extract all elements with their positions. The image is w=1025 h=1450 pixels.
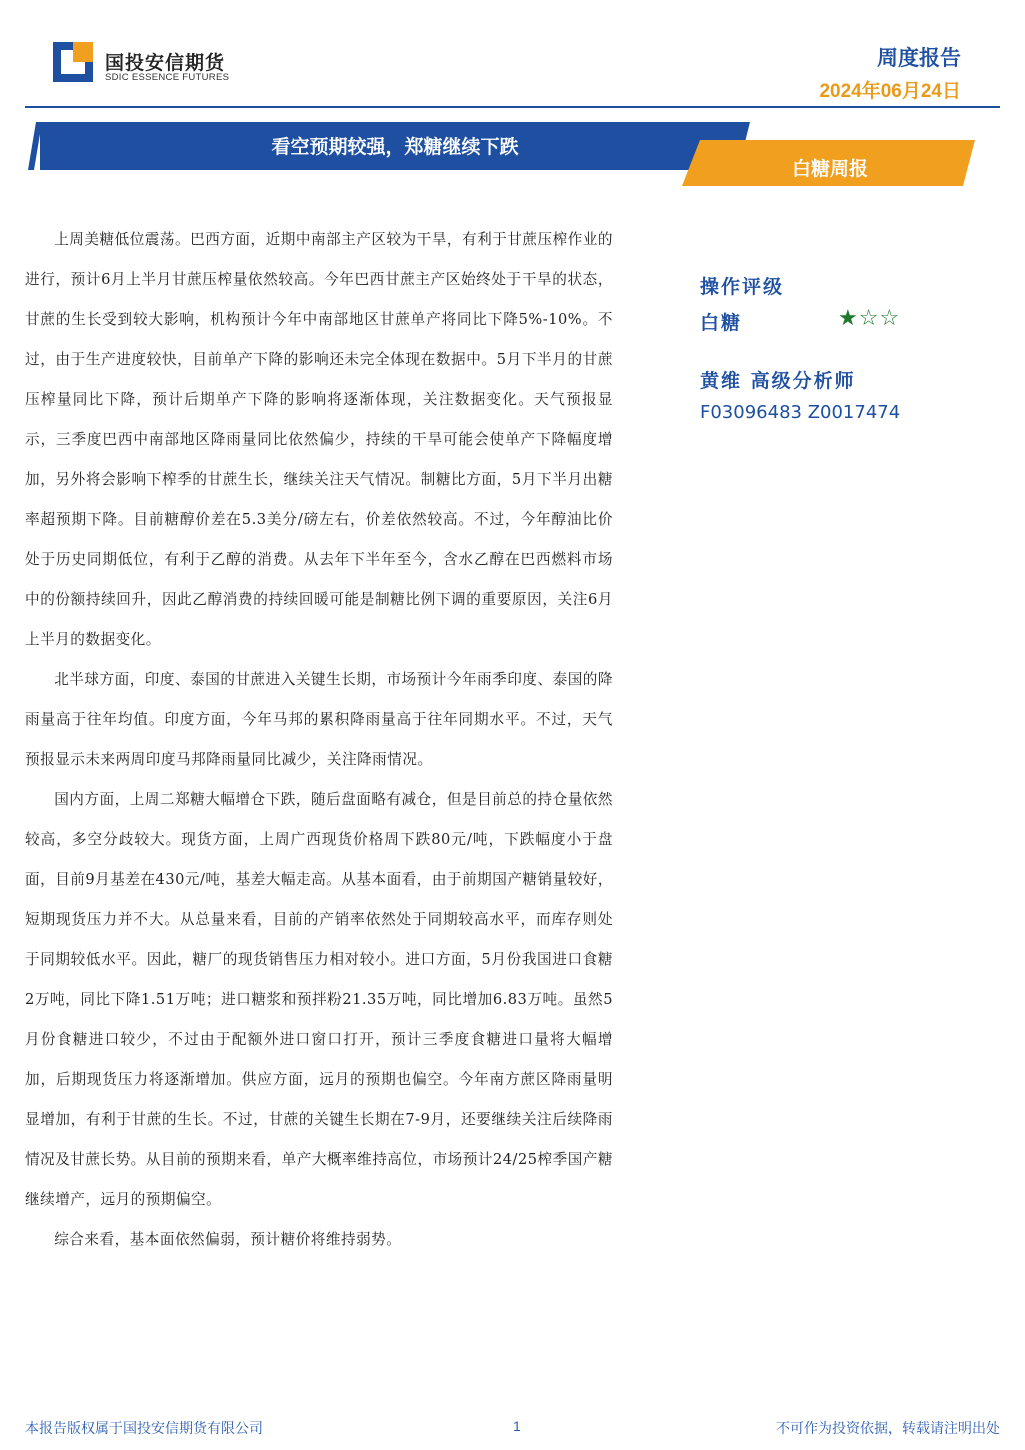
report-category-tag: 白糖周报 <box>791 159 868 180</box>
paragraph-overseas-brazil: 上周美糖低位震荡。巴西方面，近期中南部主产区较为干旱，有利于甘蔗压榨作业的进行，预计6月上半月甘蔗压榨量依然较高。今年巴西甘蔗主产区始终处于干旱的状态，甘蔗的生长受到较大影响，机构预计今年中南部地区甘蔗单产将同比下降5%-10%。不过，由于生产进度较快，目前单产下降的影响还未完全体现在数据中。5月下半月的甘蔗压榨量同比下降，预计后期单产下降的影响将逐渐体现，关注数据变化。天气预报显示，三季度巴西中南部地区降雨量同比依然偏少，持续的干旱可能会使单产下降幅度增加，另外将会影响下榨季的甘蔗生长，继续关注天气情况。制糖比方面，5月下半月出糖率超预期下降。目前糖醇价差在5.3美分/磅左右，价差依然较高。不过，今年醇油比价处于历史同期低位，有利于乙醇的消费。从去年下半年至今，含水乙醇在巴西燃料市场中的份额持续回升，因此乙醇消费的持续回暖可能是制糖比例下调的重要原因，关注6月上半月的数据变化。 <box>25 231 613 648</box>
paragraph-domestic: 国内方面，上周二郑糖大幅增仓下跌，随后盘面略有减仓，但是目前总的持仓量依然较高，多空分歧较大。现货方面，上周广西现货价格周下跌80元/吨，下跌幅度小于盘面，目前9月基差在430元/吨，基差大幅走高。从基本面看，由于前期国产糖销量较好，短期现货压力并不大。从总量来看，目前的产销率依然处于同期较高水平，而库存则处于同期较低水平。因此，糖厂的现货销售压力相对较小。进口方面，5月份我国进口食糖2万吨，同比下降1.51万吨；进口糖浆和预拌粉21.35万吨，同比增加6.83万吨。虽然5月份食糖进口较少，不过由于配额外进口窗口打开，预计三季度食糖进口量将大幅增加，后期现货压力将逐渐增加。供应方面，远月的预期也偏空。今年南方蔗区降雨量明显增加，有利于甘蔗的生长。不过，甘蔗的关键生长期在7-9月，还要继续关注后续降雨情况及甘蔗长势。从目前的预期来看，单产大概率维持高位，市场预计24/25榨季国产糖继续增产，远月的预期偏空。 <box>25 791 613 1208</box>
page-footer <box>25 1418 1000 1442</box>
report-date: 2024年06月24日 <box>819 81 961 102</box>
footer-disclaimer: 不可作为投资依据，转载请注明出处 <box>776 1420 1000 1436</box>
title-banner <box>0 118 1025 198</box>
page-number: 1 <box>513 1418 521 1434</box>
rating-title: 操作评级 <box>700 276 785 298</box>
logo-mark-icon <box>53 42 93 82</box>
report-headline: 看空预期较强，郑糖继续下跌 <box>271 137 519 158</box>
report-type: 周度报告 <box>877 47 961 70</box>
analyst-license: F03096483 Z0017474 <box>700 402 901 423</box>
rating-stars-icon: ★☆☆ <box>838 306 901 331</box>
paragraph-northern-hemisphere: 北半球方面，印度、泰国的甘蔗进入关键生长期，市场预计今年雨季印度、泰国的降雨量高于往年均值。印度方面，今年马邦的累积降雨量高于往年同期水平。不过，天气预报显示未来两周印度马邦降雨量同比减少，关注降雨情况。 <box>25 671 613 768</box>
header-divider <box>25 106 1000 108</box>
article-body <box>25 220 613 1260</box>
logo-english-name: SDIC ESSENCE FUTURES <box>105 72 230 83</box>
paragraph-conclusion: 综合来看，基本面依然偏弱，预计糖价将维持弱势。 <box>54 1231 402 1248</box>
analyst-name: 黄维 高级分析师 <box>700 370 856 392</box>
company-logo <box>53 40 253 90</box>
rating-product: 白糖 <box>700 312 743 334</box>
footer-copyright: 本报告版权属于国投安信期货有限公司 <box>25 1420 263 1436</box>
logo-chinese-name: 国投安信期货 <box>105 53 226 74</box>
